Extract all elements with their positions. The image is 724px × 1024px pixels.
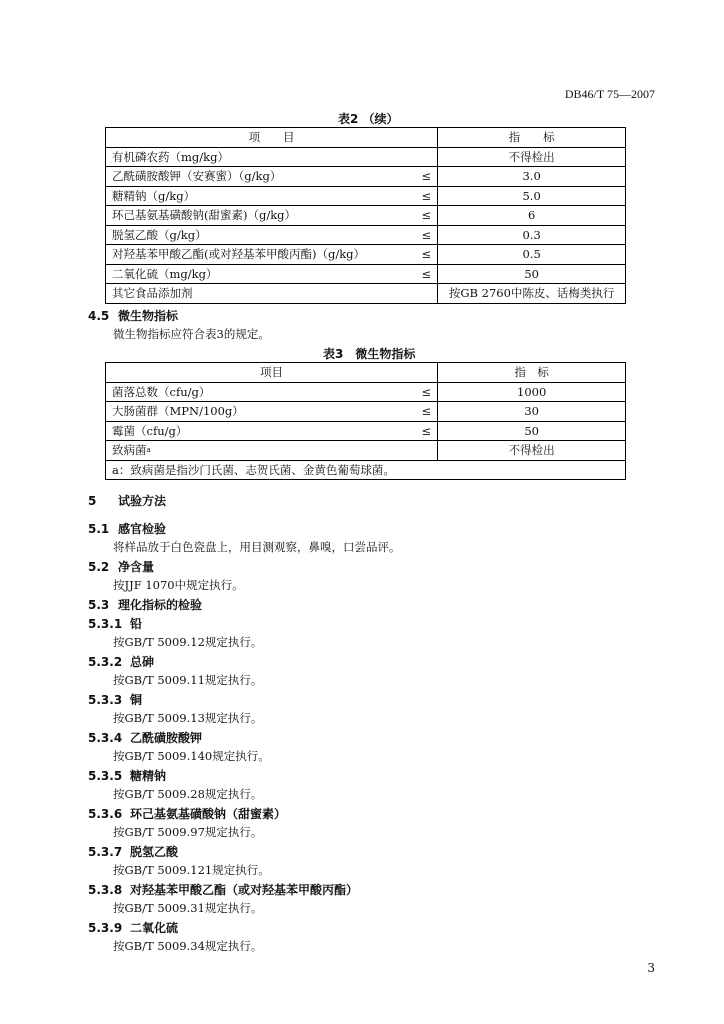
row-name: 其它食品添加剂 bbox=[106, 284, 416, 304]
row-value: 1000 bbox=[438, 382, 626, 402]
section-text: 按GB/T 5009.140规定执行。 bbox=[113, 749, 270, 763]
section-text: 按GB/T 5009.13规定执行。 bbox=[113, 711, 263, 725]
table3 bbox=[105, 362, 626, 480]
row-name: 乙酰磺胺酸钾（安赛蜜）（g/kg） bbox=[106, 167, 416, 187]
section-text: 按GB/T 5009.28规定执行。 bbox=[113, 787, 263, 801]
table-row bbox=[106, 186, 626, 206]
section-title: 糖精钠 bbox=[130, 769, 167, 783]
row-symbol: ≤ bbox=[416, 421, 438, 441]
section-heading bbox=[88, 653, 154, 670]
section-title: 环己基氨基磺酸钠（甜蜜素） bbox=[130, 807, 287, 821]
section-heading bbox=[88, 492, 166, 509]
row-value: 按GB 2760中陈皮、话梅类执行 bbox=[438, 284, 626, 304]
section-heading bbox=[88, 919, 178, 936]
section-heading bbox=[88, 596, 202, 613]
section-number: 5.3.3 bbox=[88, 693, 123, 707]
row-value: 30 bbox=[438, 402, 626, 422]
table3-header-item: 项目 bbox=[106, 363, 438, 383]
section-heading bbox=[88, 767, 166, 784]
section-title: 微生物指标 bbox=[118, 309, 179, 323]
section-number: 4.5 bbox=[88, 309, 110, 323]
section-number: 5.3.1 bbox=[88, 617, 123, 631]
section-heading bbox=[88, 558, 154, 575]
row-value: 3.0 bbox=[438, 167, 626, 187]
section-text: 按GB/T 5009.31规定执行。 bbox=[113, 901, 263, 915]
section-number: 5.2 bbox=[88, 560, 110, 574]
section-number: 5 bbox=[88, 494, 97, 508]
table-row bbox=[106, 206, 626, 226]
section-text: 将样品放于白色瓷盘上，用目测观察，鼻嗅，口尝品评。 bbox=[113, 540, 401, 554]
table2-header-value: 指 标 bbox=[438, 128, 626, 148]
table-row bbox=[106, 284, 626, 304]
section-number: 5.1 bbox=[88, 522, 110, 536]
section-title: 铜 bbox=[130, 693, 143, 707]
section-text: 按GB/T 5009.12规定执行。 bbox=[113, 635, 263, 649]
row-name: 有机磷农药（mg/kg） bbox=[106, 147, 416, 167]
row-value: 6 bbox=[438, 206, 626, 226]
row-value: 0.3 bbox=[438, 225, 626, 245]
table-note: a：致病菌是指沙门氏菌、志贺氏菌、金黄色葡萄球菌。 bbox=[106, 460, 626, 480]
pathogen-name: 致病菌 bbox=[112, 443, 147, 458]
row-symbol: ≤ bbox=[416, 186, 438, 206]
row-symbol: ≤ bbox=[416, 264, 438, 284]
row-value: 5.0 bbox=[438, 186, 626, 206]
row-value: 50 bbox=[438, 264, 626, 284]
page-number: 3 bbox=[647, 961, 655, 975]
section-title: 乙酰磺胺酸钾 bbox=[130, 731, 203, 745]
row-name: 二氧化硫（mg/kg） bbox=[106, 264, 416, 284]
section-title: 对羟基苯甲酸乙酯（或对羟基苯甲酸丙酯） bbox=[130, 883, 359, 897]
table-row bbox=[106, 402, 626, 422]
section-title: 净含量 bbox=[118, 560, 155, 574]
section-heading bbox=[88, 729, 202, 746]
section-title: 理化指标的检验 bbox=[118, 598, 203, 612]
table-row bbox=[106, 264, 626, 284]
section-number: 5.3.8 bbox=[88, 883, 123, 897]
row-symbol: ≤ bbox=[416, 167, 438, 187]
section-text: 微生物指标应符合表3的规定。 bbox=[113, 327, 270, 341]
section-heading bbox=[88, 691, 142, 708]
row-name: 霉菌（cfu/g） bbox=[106, 421, 416, 441]
row-name: 环己基氨基磺酸钠(甜蜜素)（g/kg） bbox=[106, 206, 416, 226]
section-title: 感官检验 bbox=[118, 522, 167, 536]
row-value: 不得检出 bbox=[438, 147, 626, 167]
table2 bbox=[105, 127, 626, 304]
row-value: 0.5 bbox=[438, 245, 626, 265]
section-number: 5.3.7 bbox=[88, 845, 123, 859]
row-symbol bbox=[416, 147, 438, 167]
row-symbol: ≤ bbox=[416, 402, 438, 422]
section-heading bbox=[88, 805, 286, 822]
standard-code: DB46/T 75—2007 bbox=[564, 87, 655, 101]
row-symbol: ≤ bbox=[416, 225, 438, 245]
row-symbol: ≤ bbox=[416, 382, 438, 402]
section-number: 5.3.6 bbox=[88, 807, 123, 821]
table3-header-row bbox=[106, 363, 626, 383]
section-title: 试验方法 bbox=[118, 494, 167, 508]
row-symbol bbox=[416, 284, 438, 304]
section-title: 总砷 bbox=[130, 655, 155, 669]
table-row bbox=[106, 382, 626, 402]
row-symbol: ≤ bbox=[416, 206, 438, 226]
row-name: 对羟基苯甲酸乙酯(或对羟基苯甲酸丙酯)（g/kg） bbox=[106, 245, 416, 265]
section-heading bbox=[88, 520, 166, 537]
section-text: 按GB/T 5009.34规定执行。 bbox=[113, 939, 263, 953]
section-heading bbox=[88, 615, 142, 632]
row-name bbox=[106, 441, 438, 461]
table-note-row bbox=[106, 460, 626, 480]
table2-header-row bbox=[106, 128, 626, 148]
section-title: 铅 bbox=[130, 617, 143, 631]
row-name: 脱氢乙酸（g/kg） bbox=[106, 225, 416, 245]
table-row bbox=[106, 245, 626, 265]
section-title: 脱氢乙酸 bbox=[130, 845, 179, 859]
section-text: 按GB/T 5009.11规定执行。 bbox=[113, 673, 263, 687]
row-value: 50 bbox=[438, 421, 626, 441]
section-number: 5.3.9 bbox=[88, 921, 123, 935]
table-row bbox=[106, 167, 626, 187]
table2-header-item: 项 目 bbox=[106, 128, 438, 148]
row-name: 糖精钠（g/kg） bbox=[106, 186, 416, 206]
table-row bbox=[106, 225, 626, 245]
section-text: 按JJF 1070中规定执行。 bbox=[113, 578, 244, 592]
section-heading bbox=[88, 881, 358, 898]
table-row bbox=[106, 441, 626, 461]
row-symbol: ≤ bbox=[416, 245, 438, 265]
table-row bbox=[106, 421, 626, 441]
table3-caption: 表3 微生物指标 bbox=[323, 347, 416, 361]
section-heading bbox=[88, 307, 178, 324]
section-heading bbox=[88, 843, 178, 860]
section-text: 按GB/T 5009.121规定执行。 bbox=[113, 863, 270, 877]
footnote-marker: a bbox=[146, 446, 151, 455]
table3-header-value: 指 标 bbox=[438, 363, 626, 383]
row-value: 不得检出 bbox=[438, 441, 626, 461]
table2-caption: 表2 （续） bbox=[338, 112, 399, 126]
section-text: 按GB/T 5009.97规定执行。 bbox=[113, 825, 263, 839]
section-number: 5.3 bbox=[88, 598, 110, 612]
section-number: 5.3.4 bbox=[88, 731, 123, 745]
table-row bbox=[106, 147, 626, 167]
section-title: 二氧化硫 bbox=[130, 921, 179, 935]
section-number: 5.3.5 bbox=[88, 769, 123, 783]
row-name: 菌落总数（cfu/g） bbox=[106, 382, 416, 402]
row-name: 大肠菌群（MPN/100g） bbox=[106, 402, 416, 422]
section-number: 5.3.2 bbox=[88, 655, 123, 669]
